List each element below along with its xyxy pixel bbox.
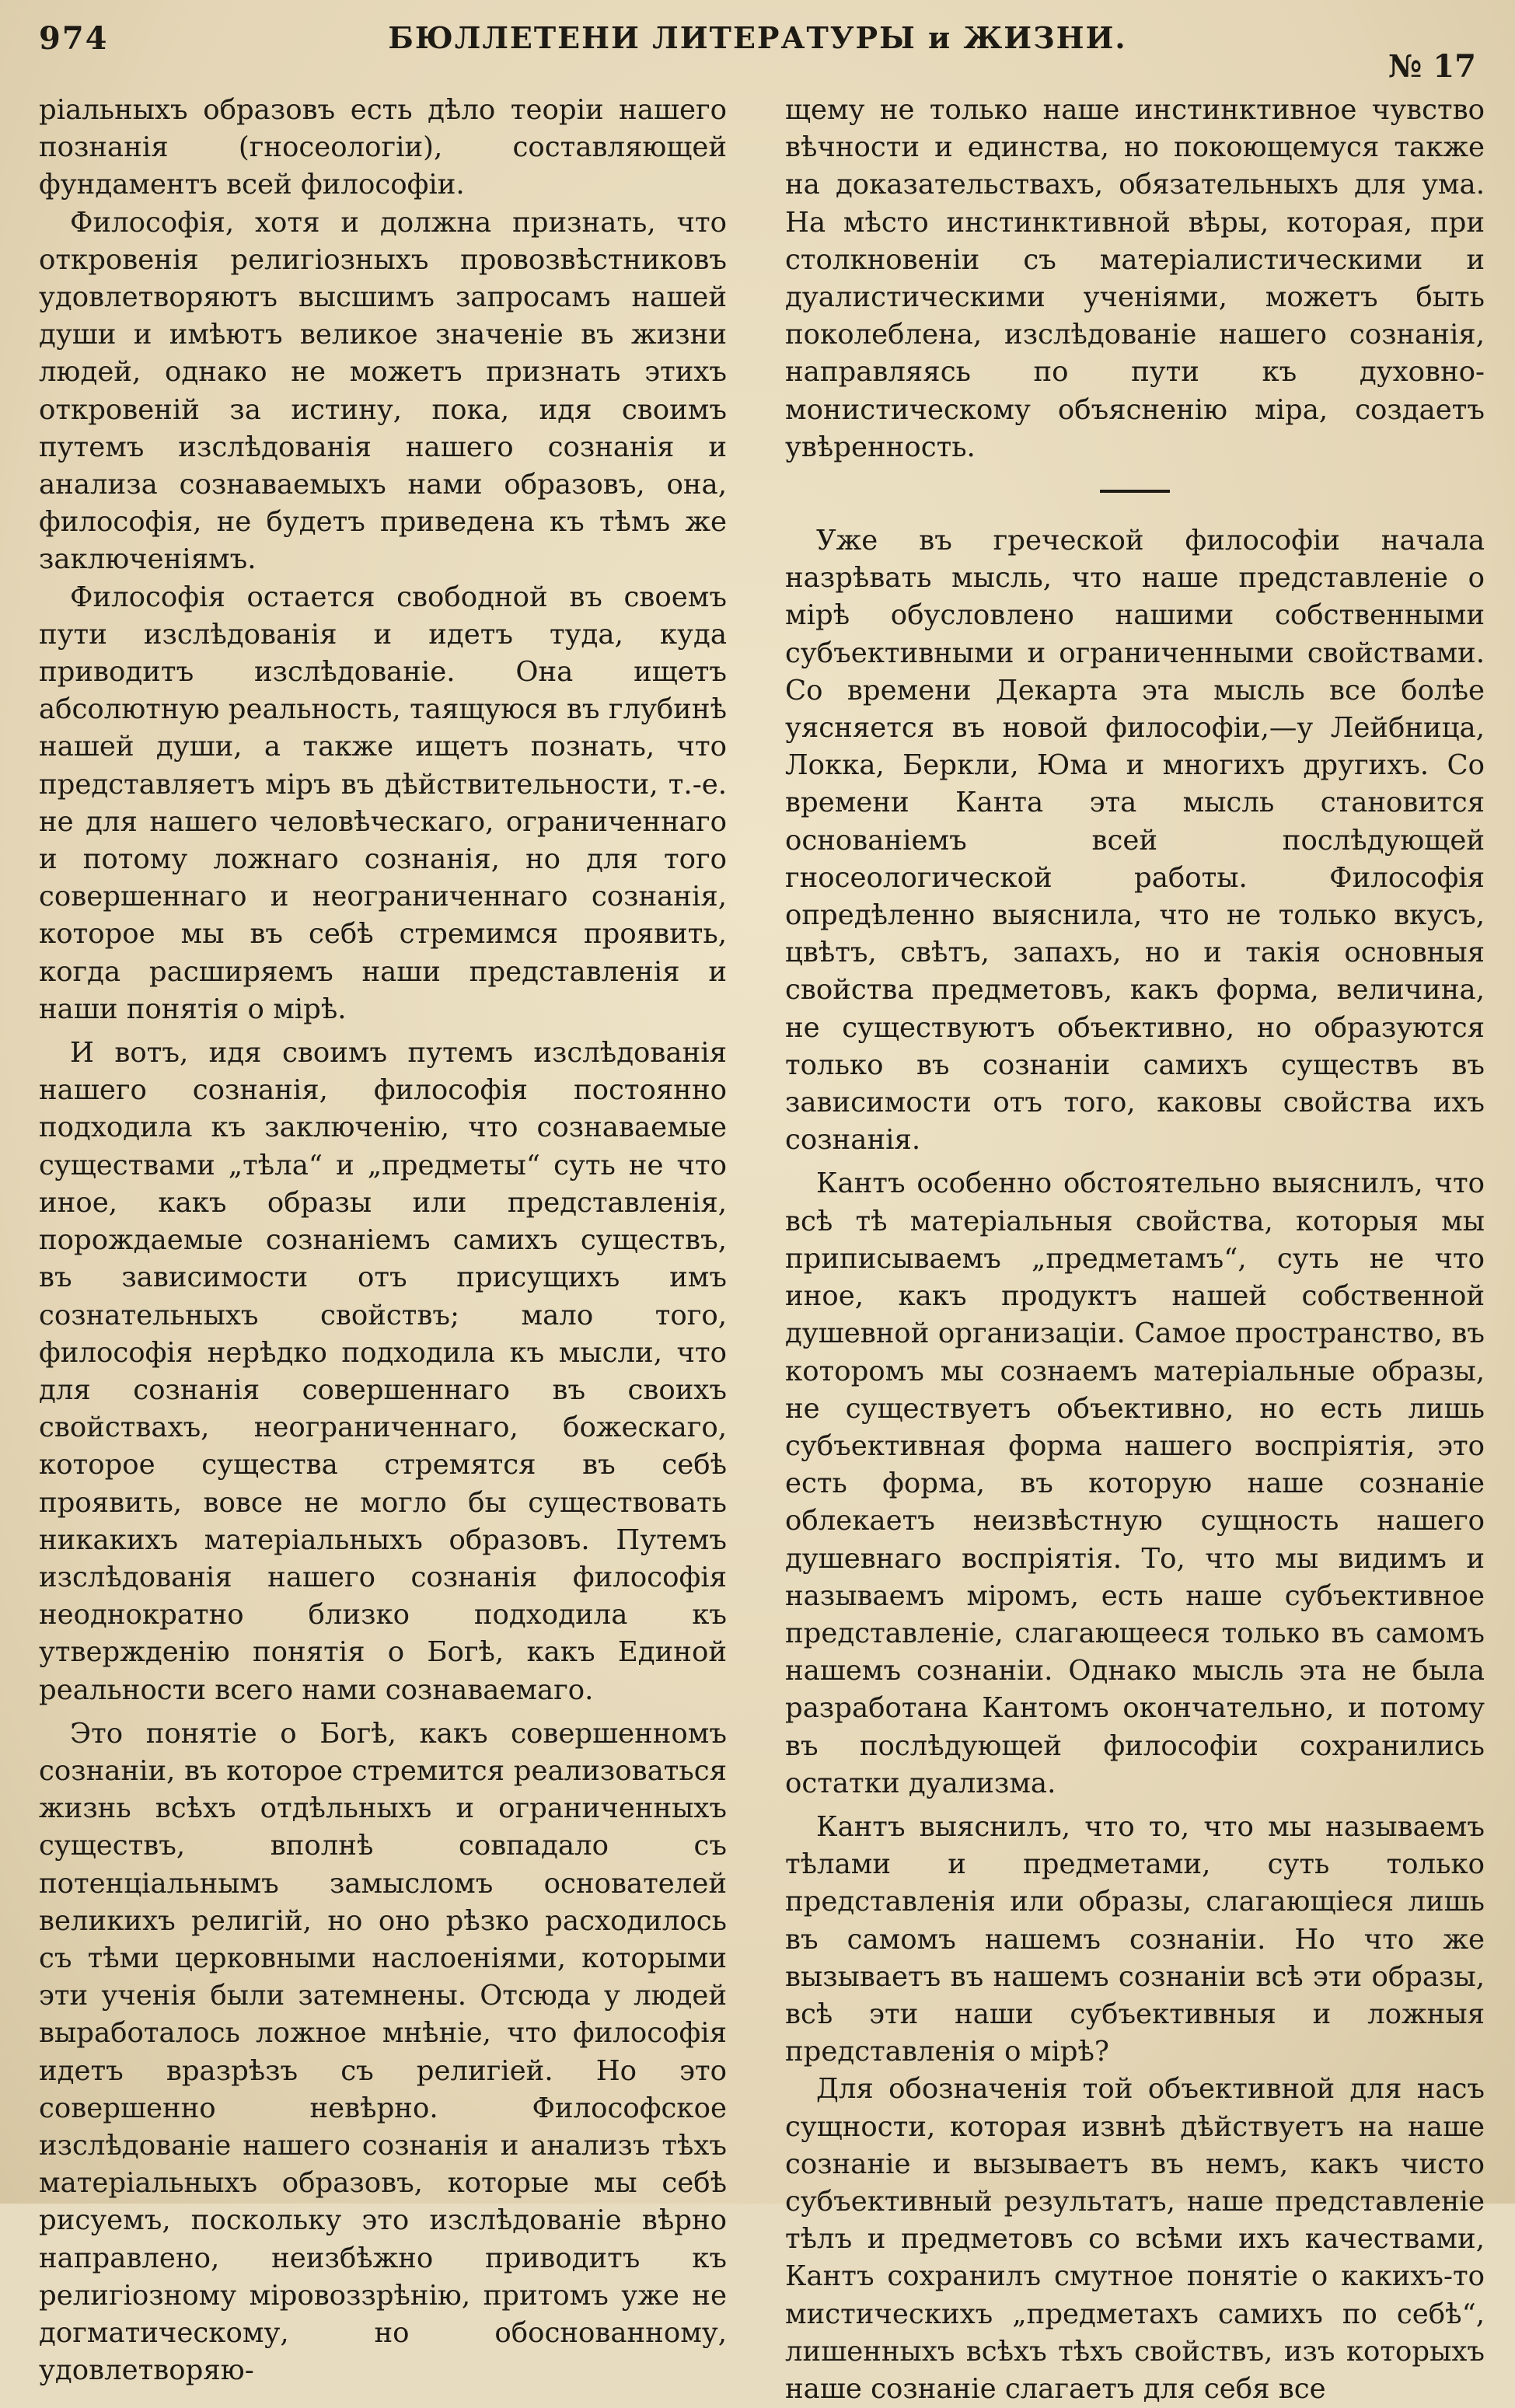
paragraph: Для обозначенія той объективной для насъ сущности, которая извнѣ дѣйствуетъ на наше сознаніе и вызываетъ въ немъ, какъ чисто субъективный результатъ, наше представленіе тѣлъ и предметовъ со всѣми ихъ качествами, Кантъ сохранилъ смутное понятіе о какихъ-то мистическихъ „предметахъ самихъ по себѣ“, лишенныхъ всѣхъ тѣхъ свойствъ, изъ которыхъ наше сознаніе слагаетъ для себя все bbox=[785, 2073, 1485, 2405]
paragraph: Философія, хотя и должна признать, что откровенія религіозныхъ провозвѣстниковъ удовлетворяютъ высшимъ запросамъ нашей души и имѣютъ великое значеніе въ жизни людей, однако не можетъ признать этихъ откровеній за истину, пока, идя своимъ путемъ изслѣдованія нашего сознанія и анализа сознаваемыхъ нами образовъ, она, философія, не будетъ приведена къ тѣмъ же заключеніямъ. bbox=[39, 206, 727, 576]
paragraph: Уже въ греческой философіи начала назрѣвать мысль, что наше представленіе о мірѣ обусловлено нашими собственными субъективными и ограниченными свойствами. Со времени Декарта эта мысль все болѣе уясняется въ новой философіи,—у Лейбница, Локка, Беркли, Юма и многихъ другихъ. Со времени Канта эта мысль становится основаніемъ всей послѣдующей гносеологической работы. Философія опредѣленно выяснила, что не только вкусъ, цвѣтъ, свѣтъ, запахъ, но и такія основныя свойства предметовъ, какъ форма, величина, не существуютъ объективно, но образуются только въ сознаніи самихъ существъ въ зависимости отъ того, каковы свойства ихъ сознанія. bbox=[785, 525, 1485, 1157]
paragraph: Это понятіе о Богѣ, какъ совершенномъ сознаніи, въ которое стремится реализоваться жизнь всѣхъ отдѣльныхъ и ограниченныхъ существъ, вполнѣ совпадало съ потенціальнымъ замысломъ основателей великихъ религій, но оно рѣзко расходилось съ тѣми церковными наслоеніями, которыми эти ученія были затемнены. Отсюда у людей выработалось ложное мнѣніе, что философія идетъ вразрѣзъ съ религіей. Но это совершенно невѣрно. Философское изслѣдованіе нашего сознанія и анализъ тѣхъ матеріальныхъ образовъ, которые мы себѣ рисуемъ, поскольку это изслѣдованіе вѣрно направлено, неизбѣжно приводитъ къ религіозному міровоззрѣнію, притомъ уже не догматическому, но обоснованному, удовлетворяю- bbox=[39, 1717, 727, 2387]
right-column bbox=[785, 92, 1485, 2408]
running-title: БЮЛЛЕТЕНИ ЛИТЕРАТУРЫ и ЖИЗНИ. bbox=[388, 20, 1127, 55]
issue-number: № 17 bbox=[1388, 48, 1476, 85]
paragraph: щему не только наше инстинктивное чувство вѣчности и единства, но покоющемуся также на доказательствахъ, обязательныхъ для ума. На мѣсто инстинктивной вѣры, которая, при столкновеніи съ матеріалистическими и дуалистическими ученіями, можетъ быть поколеблена, изслѣдованіе нашего сознанія, направляясь по пути къ духовно-монистическому объясненію міра, создаетъ увѣренность. bbox=[785, 94, 1485, 463]
page-header bbox=[39, 14, 1476, 85]
paragraph: И вотъ, идя своимъ путемъ изслѣдованія нашего сознанія, философія постоянно подходила къ заключенію, что сознаваемые существами „тѣла“ и „предметы“ суть не что иное, какъ образы или представленія, порождаемые сознаніемъ самихъ существъ, въ зависимости отъ присущихъ имъ сознательныхъ свойствъ; мало того, философія нерѣдко подходила къ мысли, что для сознанія совершеннаго въ своихъ свойствахъ, неограниченнаго, божескаго, которое существа стремятся въ себѣ проявить, вовсе не могло бы существовать никакихъ матеріальныхъ образовъ. Путемъ изслѣдованія нашего сознанія философія неоднократно близко подходила къ утвержденію понятія о Богѣ, какъ Единой реальности всего нами сознаваемаго. bbox=[39, 1037, 727, 1706]
page-number: 974 bbox=[39, 20, 109, 57]
left-column bbox=[39, 92, 727, 2389]
paragraph: Кантъ особенно обстоятельно выяснилъ, что всѣ тѣ матеріальныя свойства, которыя мы приписываемъ „предметамъ“, суть не что иное, какъ продуктъ нашей собственной душевной организаціи. Самое пространство, въ которомъ мы сознаемъ матеріальные образы, не существуетъ объективно, но есть лишь субъективная форма нашего воспріятія, это есть форма, въ которую наше сознаніе облекаетъ неизвѣстную сущность нашего душевнаго воспріятія. То, что мы видимъ и называемъ міромъ, есть наше субъективное представленіе, слагающееся только въ самомъ нашемъ сознаніи. Однако мысль эта не была разработана Кантомъ окончательно, и потому въ послѣдующей философіи сохранились остатки дуализма. bbox=[785, 1167, 1485, 1799]
paragraph: Кантъ выяснилъ, что то, что мы называемъ тѣлами и предметами, суть только представленія или образы, слагающіеся лишь въ самомъ нашемъ сознаніи. Но что же вызываетъ въ нашемъ сознаніи всѣ эти образы, всѣ эти наши субъективныя и ложныя представленія о мірѣ? bbox=[785, 1810, 1485, 2068]
paragraph: ріальныхъ образовъ есть дѣло теоріи нашего познанія (гносеологіи), составляющей фундаментъ всей философіи. bbox=[39, 94, 727, 201]
section-divider bbox=[1100, 490, 1170, 493]
paragraph: Философія остается свободной въ своемъ пути изслѣдованія и идетъ туда, куда приводитъ изслѣдованіе. Она ищетъ абсолютную реальность, таящуюся въ глубинѣ нашей души, а также ищетъ познать, что представляетъ міръ въ дѣйствительности, т.-е. не для нашего человѣческаго, ограниченнаго и потому ложнаго сознанія, но для того совершеннаго и неограниченнаго сознанія, которое мы въ себѣ стремимся проявить, когда расширяемъ наши представленія и наши понятія о мірѣ. bbox=[39, 581, 727, 1025]
